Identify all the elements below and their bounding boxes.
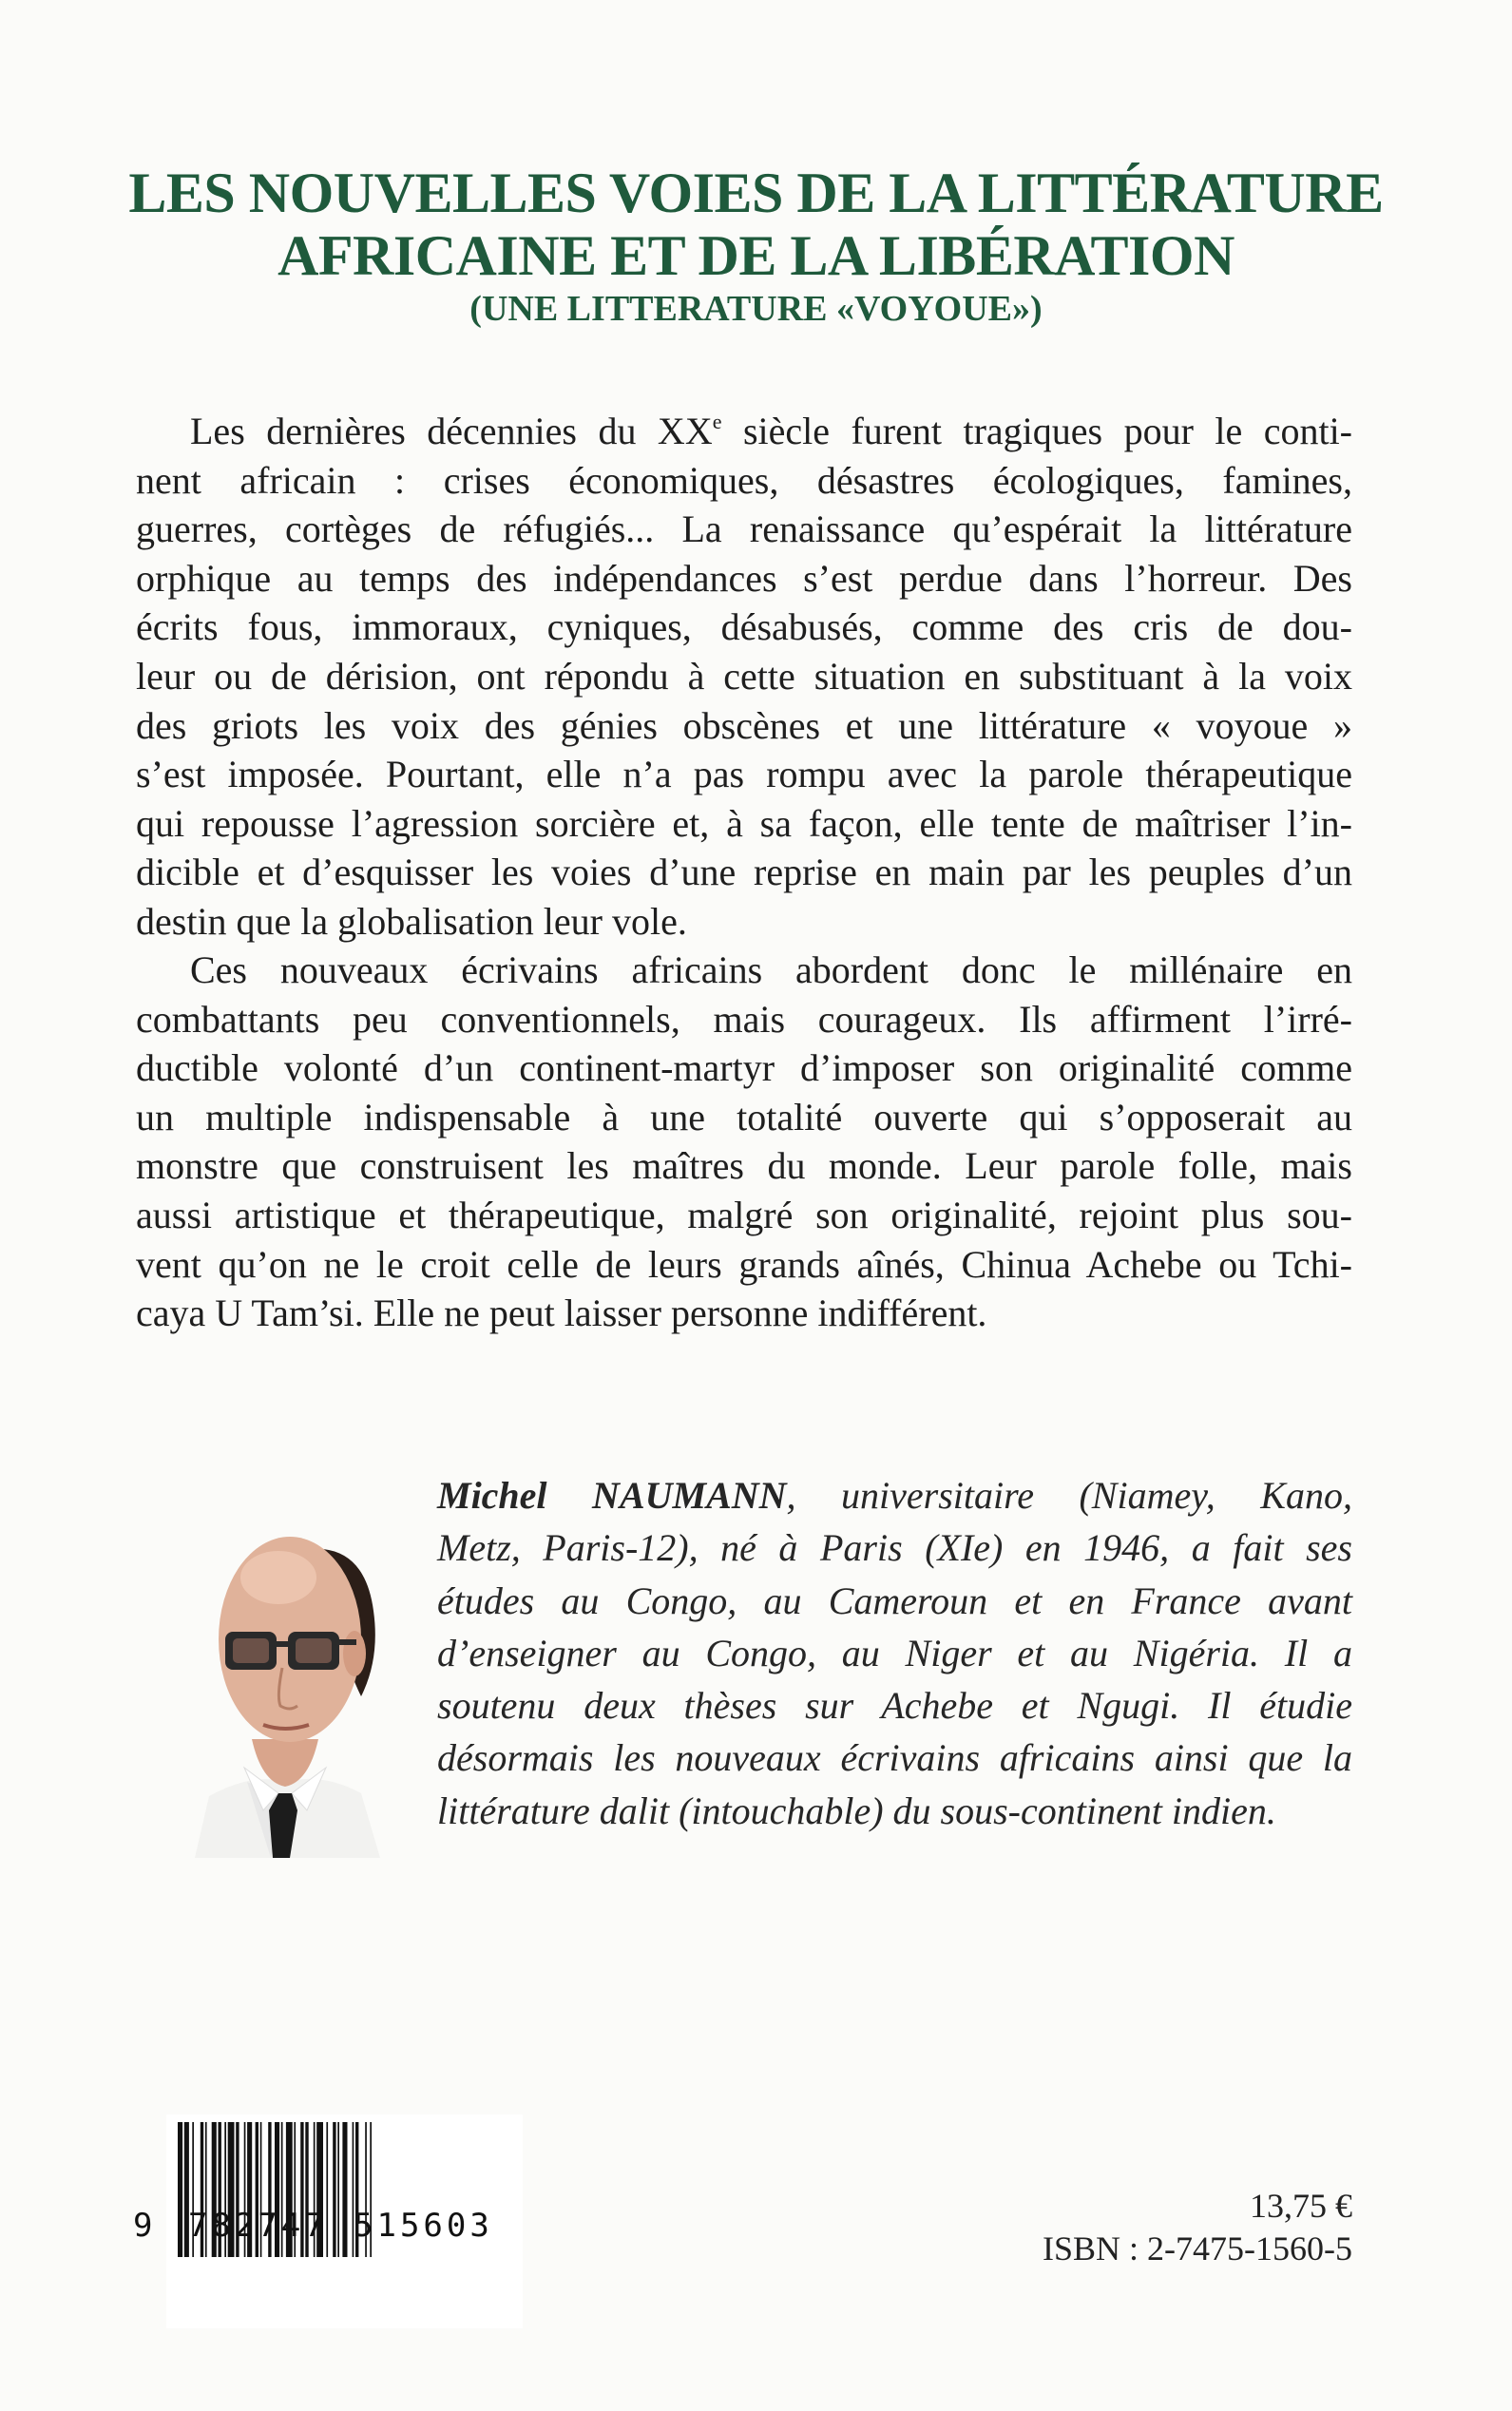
text-fragment: , universitaire (Niamey, Kano, [786,1474,1352,1517]
text-line [437,1469,1352,1521]
isbn: ISBN : 2-7475-1560-5 [1043,2229,1352,2267]
text-line: études au Congo, au Cameroun et en France avant [437,1579,1352,1622]
text-line: soutenu deux thèses sur Achebe et Ngugi. Il étudie [437,1684,1352,1728]
description-paragraph-2 [136,946,1352,1338]
barcode-right-group: 515603 [354,2207,493,2245]
text-line [136,407,1352,456]
text-line: vent qu’on ne le croit celle de leurs grands aînés, Chinua Achebe ou Tchi- [136,1242,1352,1286]
text-line: désormais les nouveaux écrivains africains ainsi que la [437,1736,1352,1780]
text-line: s’est imposée. Pourtant, elle n’a pas rompu avec la parole thérapeutique [136,753,1352,796]
book-subtitle: (UNE LITTERATURE «VOYOUE») [469,289,1043,329]
text-line: qui repousse l’agression sorcière et, à sa façon, elle tente de maîtriser l’in- [136,801,1352,845]
text-line: destin que la globalisation leur vole. [136,899,687,943]
text-fragment: siècle furent tragiques pour le conti- [721,410,1353,452]
superscript: e [712,410,722,433]
author-bio [437,1469,1352,1837]
text-line: Ces nouveaux écrivains africains abordent donc le millénaire en [190,948,1352,991]
text-line: ductible volonté d’un continent-martyr d’imposer son originalité comme [136,1046,1352,1090]
text-fragment: Les dernières décennies du XX [190,410,713,452]
author-photo [157,1497,413,1858]
text-line: Metz, Paris-12), né à Paris (XIe) en 1946, a fait ses [437,1526,1352,1570]
text-line: dicible et d’esquisser les voies d’une reprise en main par les peuples d’un [136,851,1352,894]
text-line: un multiple indispensable à une totalité ouverte qui s’opposerait au [136,1095,1352,1139]
price: 13,75 € [1250,2187,1352,2225]
barcode-left-group: 782747 [188,2207,328,2245]
book-title [0,162,1512,287]
text-line: monstre que construisent les maîtres du monde. Leur parole folle, mais [136,1144,1352,1188]
description-paragraph-1 [136,407,1352,947]
title-line-2: AFRICAINE ET DE LA LIBÉRATION [278,224,1234,287]
barcode-digits [133,2207,532,2245]
text-line: nent africain : crises économiques, désastres écologiques, famines, [136,458,1352,502]
text-line: combattants peu conventionnels, mais courageux. Ils affirment l’irré- [136,997,1352,1041]
title-line-1: LES NOUVELLES VOIES DE LA LITTÉRATURE [128,162,1384,224]
text-line: écrits fous, immoraux, cyniques, désabusés, comme des cris de dou- [136,605,1352,649]
text-line: littérature dalit (intouchable) du sous-continent indien. [437,1789,1276,1832]
text-line: d’enseigner au Congo, au Niger et au Nigéria. Il a [437,1631,1352,1674]
barcode-lead-digit: 9 [133,2207,153,2245]
text-line: guerres, cortèges de réfugiés... La renaissance qu’espérait la littérature [136,507,1352,551]
text-line: leur ou de dérision, ont répondu à cette situation en substituant à la voix [136,654,1352,698]
text-line: caya U Tam’si. Elle ne peut laisser personne indifférent. [136,1292,987,1335]
text-line: orphique au temps des indépendances s’est perdue dans l’horreur. Des [136,556,1352,600]
text-line: des griots les voix des génies obscènes et une littérature « voyoue » [136,703,1352,747]
author-name: Michel NAUMANN [437,1474,787,1517]
text-line: aussi artistique et thérapeutique, malgré son originalité, rejoint plus sou- [136,1193,1352,1236]
